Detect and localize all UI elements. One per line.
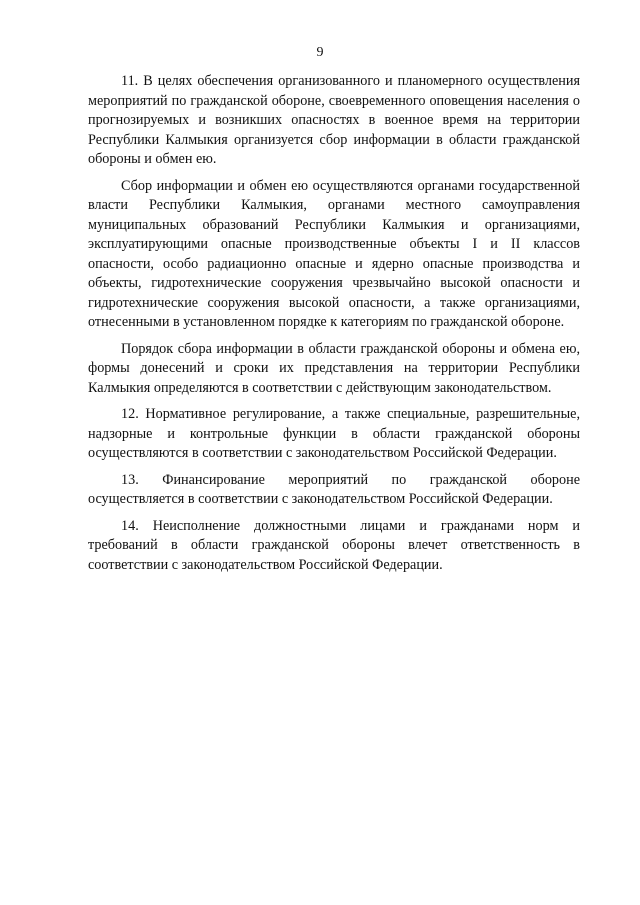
paragraph-item-12: 12. Нормативное регулирование, а также специальные, разрешительные, надзорные и контрольные функции в области гражданской обороны осуществляются в соответствии с законодательством Российской Федерации. xyxy=(88,406,580,461)
paragraph-item-14: 14. Неисполнение должностными лицами и гражданами норм и требований в области гражданской обороны влечет ответственность в соответствии с законодательством Российской Федерации. xyxy=(88,517,580,573)
paragraph-information-collection: Сбор информации и обмен ею осуществляются органами государственной власти Республики Калмыкия, органами местного самоуправления муниципальных образований Республики Калмыкия и организациями, эксплуатирующими опасные производственные объекты I и II классов опасности, особо радиационно опасные и ядерно опасные производства и объекты, гидротехнические сооружения чрезвычайно высокой опасности и гидротехнические сооружения высокой опасности, а также организациями, отнесенными в установленном порядке к категориям по гражданской обороне. xyxy=(88,177,580,330)
paragraph-collection-procedure: Порядок сбора информации в области гражданской обороны и обмена ею, формы донесений и сроки их представления на территории Республики Калмыкия определяются в соответствии с действующим законодательством. xyxy=(88,340,580,396)
paragraph-item-11: 11. В целях обеспечения организованного и планомерного осуществления мероприятий по гражданской обороне, своевременного оповещения населения о прогнозируемых и возникших опасностях в военное время на территории Республики Калмыкия организуется сбор информации в области гражданской обороны и обмен ею. xyxy=(88,73,580,167)
paragraph-item-13: 13. Финансирование мероприятий по гражданской обороне осуществляется в соответствии с законодательством Российской Федерации. xyxy=(88,471,580,507)
document-body xyxy=(88,72,580,575)
page-number: 9 xyxy=(316,45,324,60)
